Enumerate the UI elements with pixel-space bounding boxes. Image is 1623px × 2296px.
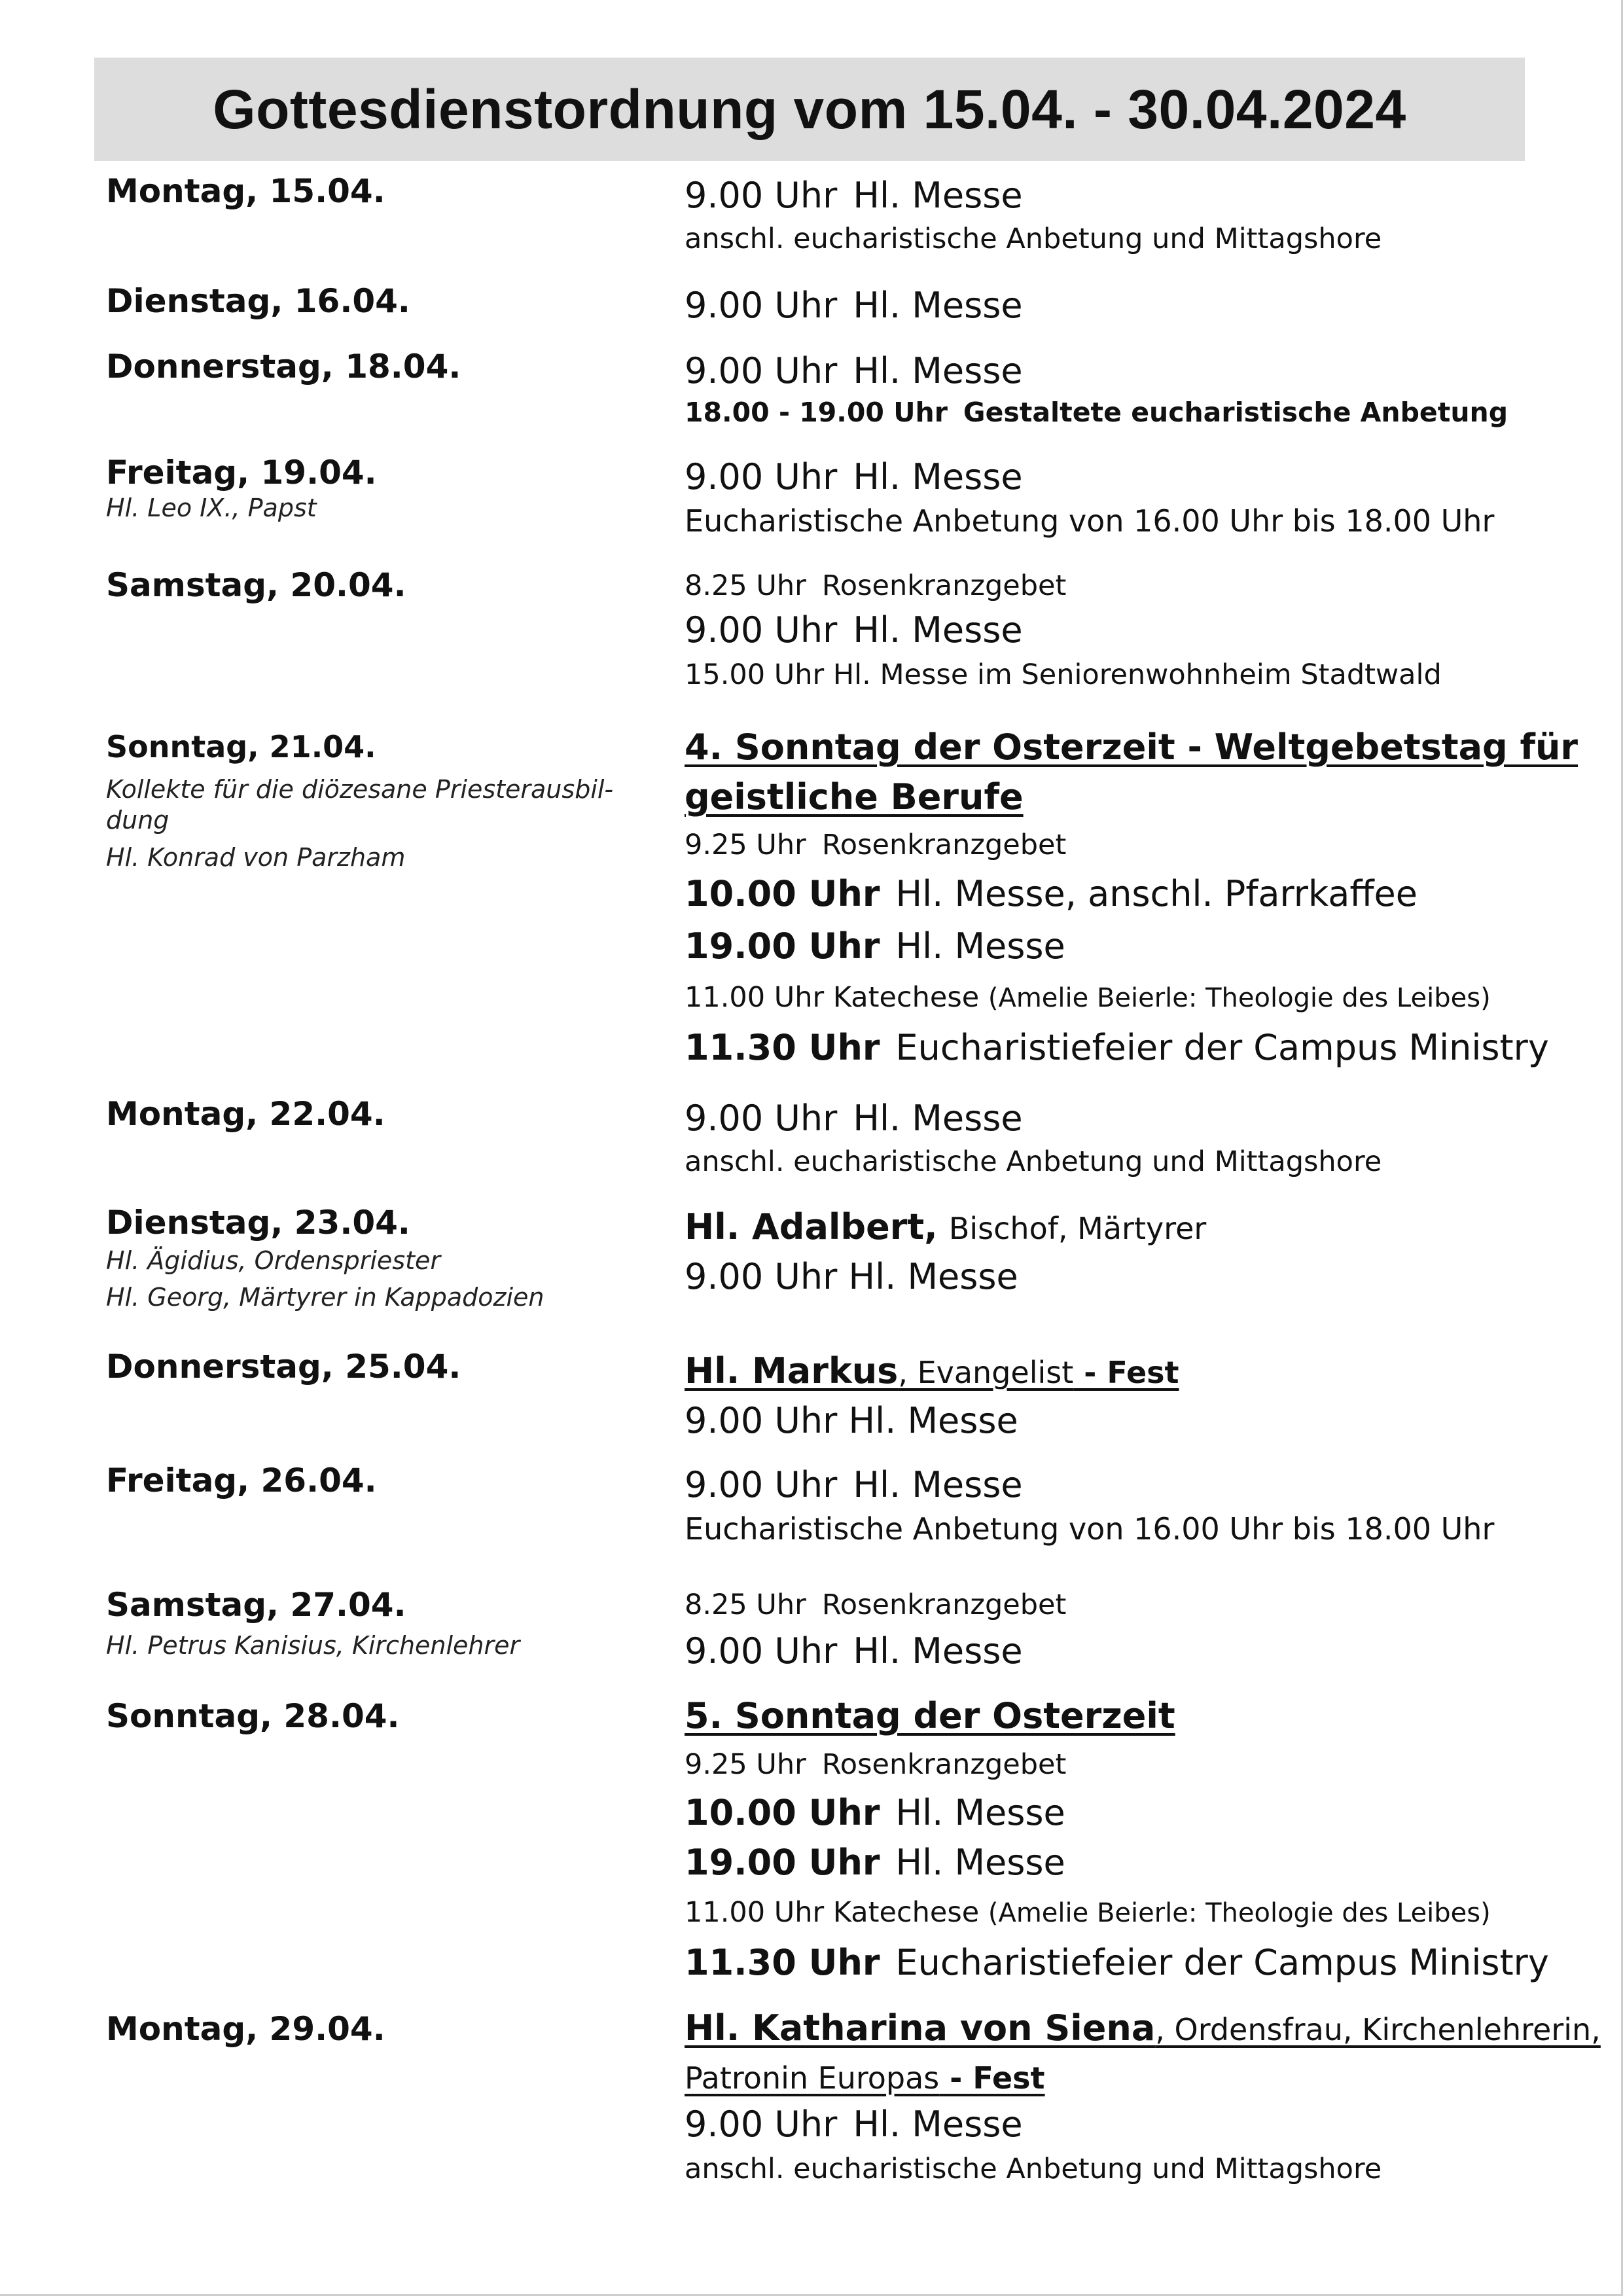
service-text: Rosenkranzgebet [821, 1588, 1067, 1621]
feast-rank: - Fest [1073, 1355, 1179, 1390]
saint-title: Bischof, Märtyrer [948, 1211, 1207, 1246]
day-column [106, 1203, 669, 1316]
service-text: Eucharistiefeier der Campus Ministry [895, 1942, 1549, 1983]
day-column [106, 723, 669, 879]
service-line: Eucharistische Anbetung von 16.00 Uhr bis 18.00 Uhr [685, 1511, 1495, 1547]
service-time: 9.00 Uhr [685, 609, 838, 651]
service-time: 9.00 Uhr [685, 350, 838, 391]
service-line [685, 920, 1601, 973]
service-line [685, 2101, 1601, 2148]
service-time: 18.00 - 19.00 Uhr [685, 397, 948, 428]
liturgical-heading-cont: geistliche Berufe [685, 776, 1024, 817]
saint-note: Hl. Leo IX., Papst [106, 493, 317, 522]
service-text: Hl. Messe [895, 1792, 1065, 1833]
day-label: Sonntag, 28.04. [106, 1697, 400, 1735]
service-text: Hl. Messe [853, 350, 1023, 391]
day-label: Donnerstag, 18.04. [106, 348, 461, 386]
day-column [106, 281, 669, 321]
feast-rank: - Fest [939, 2060, 1045, 2096]
service-line [685, 1938, 1601, 1988]
service-time: 9.00 Uhr [685, 285, 838, 326]
service-line: 15.00 Uhr Hl. Messe im Seniorenwohnheim Stadtwald [685, 658, 1442, 691]
day-column [106, 2004, 669, 2054]
service-line [685, 1023, 1601, 1073]
day-label: Freitag, 26.04. [106, 1462, 377, 1499]
service-time: 9.00 Uhr [685, 2104, 838, 2145]
service-text: Eucharistiefeier der Campus Ministry [895, 1027, 1549, 1068]
day-label: Montag, 29.04. [106, 2010, 385, 2048]
day-column [106, 171, 669, 211]
service-text: Hl. Messe [895, 1842, 1065, 1883]
saint-name: Hl. Katharina von Siena [685, 2007, 1156, 2049]
service-line [685, 1094, 1601, 1143]
service-text: Hl. Messe [895, 925, 1065, 967]
saint-note: Hl. Ägidius, Ordenspriester [106, 1246, 440, 1275]
feast-line-cont [685, 2054, 1601, 2101]
service-text: Hl. Messe [853, 1098, 1023, 1139]
day-label: Dienstag, 16.04. [106, 282, 410, 320]
service-text: Rosenkranzgebet [821, 569, 1067, 602]
service-time: 8.25 Uhr [685, 569, 806, 602]
feast-line [685, 1347, 1601, 1397]
day-label: Dienstag, 23.04. [106, 1204, 410, 1242]
day-label: Donnerstag, 25.04. [106, 1348, 461, 1386]
service-line [685, 347, 1601, 395]
service-time: 9.00 Uhr [685, 456, 838, 497]
service-time: 10.00 Uhr [685, 1792, 880, 1833]
saint-note: Hl. Georg, Märtyrer in Kappadozien [106, 1283, 544, 1312]
saint-title: , Ordensfrau, Kirchenlehrerin, [1155, 2012, 1601, 2047]
service-time: 11.30 Uhr [685, 1027, 880, 1068]
service-line [685, 1788, 1601, 1838]
day-label: Samstag, 20.04. [106, 566, 406, 604]
service-time: 9.00 Uhr [685, 1464, 838, 1505]
service-line [685, 973, 1601, 1023]
service-line [685, 1888, 1601, 1938]
saint-patronage: Patronin Europas [685, 2060, 940, 2096]
service-line [685, 822, 1601, 868]
day-label: Sonntag, 21.04. [106, 729, 376, 764]
service-column [685, 1583, 1601, 1676]
service-time: 9.25 Uhr [685, 829, 806, 861]
service-text: Gestaltete eucharistische Anbetung [963, 397, 1508, 428]
saint-title: , Evangelist [898, 1355, 1074, 1390]
service-line [685, 395, 1601, 429]
service-line [685, 1583, 1601, 1627]
service-time: 11.00 Uhr [685, 1896, 825, 1929]
service-time: 9.00 Uhr [685, 1630, 838, 1672]
service-line [685, 1627, 1601, 1676]
service-text: Rosenkranzgebet [821, 829, 1067, 861]
service-column [685, 1691, 1601, 1988]
service-text: Katechese [832, 981, 980, 1014]
service-line: Eucharistische Anbetung von 16.00 Uhr bis 18.00 Uhr [685, 503, 1495, 539]
title-bar [94, 58, 1525, 161]
service-time: 11.30 Uhr [685, 1942, 880, 1983]
service-column [685, 281, 1601, 330]
service-line [685, 868, 1601, 920]
service-text: Hl. Messe [853, 609, 1023, 651]
service-text: Hl. Messe [853, 1464, 1023, 1505]
saint-note: Hl. Petrus Kanisius, Kirchenlehrer [106, 1631, 520, 1660]
collection-note-cont: dung [106, 806, 169, 834]
service-column [685, 1203, 1601, 1301]
service-line [685, 606, 1601, 655]
day-column [106, 1691, 669, 1741]
saint-name: Hl. Markus [685, 1350, 899, 1391]
page-title: Gottesdienstordnung vom 15.04. - 30.04.2024 [213, 78, 1406, 140]
service-text: Hl. Messe [853, 456, 1023, 497]
collection-note: Kollekte für die diözesane Priesterausbil- [106, 775, 614, 804]
service-column [685, 2004, 1601, 2190]
feast-line [685, 2004, 1601, 2054]
day-column [106, 1347, 669, 1386]
service-line: anschl. eucharistische Anbetung und Mittagshore [685, 2153, 1382, 2185]
service-column [685, 565, 1601, 695]
service-line: anschl. eucharistische Anbetung und Mittagshore [685, 223, 1382, 255]
service-line [685, 171, 1601, 220]
service-time: 8.25 Uhr [685, 1588, 806, 1621]
service-column [685, 723, 1601, 1073]
service-time: 9.00 Uhr [685, 1098, 838, 1139]
service-line [685, 281, 1601, 330]
service-column [685, 1461, 1601, 1549]
service-time: 19.00 Uhr [685, 925, 880, 967]
service-text: Katechese [832, 1896, 980, 1929]
service-line [685, 1461, 1601, 1509]
service-line: 9.00 Uhr Hl. Messe [685, 1256, 1018, 1297]
service-column [685, 1347, 1601, 1445]
day-label: Freitag, 19.04. [106, 454, 377, 492]
service-annotation: (Amelie Beierle: Theologie des Leibes) [988, 1898, 1491, 1928]
service-line [685, 1741, 1601, 1788]
service-line: anschl. eucharistische Anbetung und Mittagshore [685, 1145, 1382, 1178]
service-column [685, 171, 1601, 258]
service-line [685, 565, 1601, 606]
service-column [685, 347, 1601, 429]
service-time: 10.00 Uhr [685, 873, 880, 914]
day-column [106, 1461, 669, 1500]
service-line: 9.00 Uhr Hl. Messe [685, 1400, 1018, 1441]
day-column [106, 565, 669, 605]
service-time: 9.00 Uhr [685, 175, 838, 216]
day-column [106, 453, 669, 524]
service-text: Rosenkranzgebet [821, 1748, 1067, 1781]
liturgical-heading: 4. Sonntag der Osterzeit - Weltgebetstag für [685, 726, 1578, 768]
liturgical-heading: 5. Sonntag der Osterzeit [685, 1695, 1175, 1736]
day-label: Montag, 22.04. [106, 1095, 385, 1133]
day-label: Samstag, 27.04. [106, 1586, 406, 1624]
day-column [106, 1583, 669, 1664]
service-line [685, 453, 1601, 501]
service-time: 9.25 Uhr [685, 1748, 806, 1781]
service-column [685, 1094, 1601, 1181]
service-text: Hl. Messe [853, 2104, 1023, 2145]
saint-note: Hl. Konrad von Parzham [106, 843, 406, 872]
service-text: Hl. Messe, anschl. Pfarrkaffee [895, 873, 1418, 914]
service-text: Hl. Messe [853, 175, 1023, 216]
service-text: Hl. Messe [853, 1630, 1023, 1672]
service-time: 19.00 Uhr [685, 1842, 880, 1883]
day-column [106, 347, 669, 386]
service-line [685, 1838, 1601, 1888]
service-column [685, 453, 1601, 541]
service-annotation: (Amelie Beierle: Theologie des Leibes) [988, 983, 1491, 1013]
feast-line [685, 1203, 1601, 1253]
saint-name: Hl. Adalbert, [685, 1206, 938, 1247]
service-time: 11.00 Uhr [685, 981, 825, 1014]
day-column [106, 1094, 669, 1134]
day-label: Montag, 15.04. [106, 172, 385, 210]
service-text: Hl. Messe [853, 285, 1023, 326]
